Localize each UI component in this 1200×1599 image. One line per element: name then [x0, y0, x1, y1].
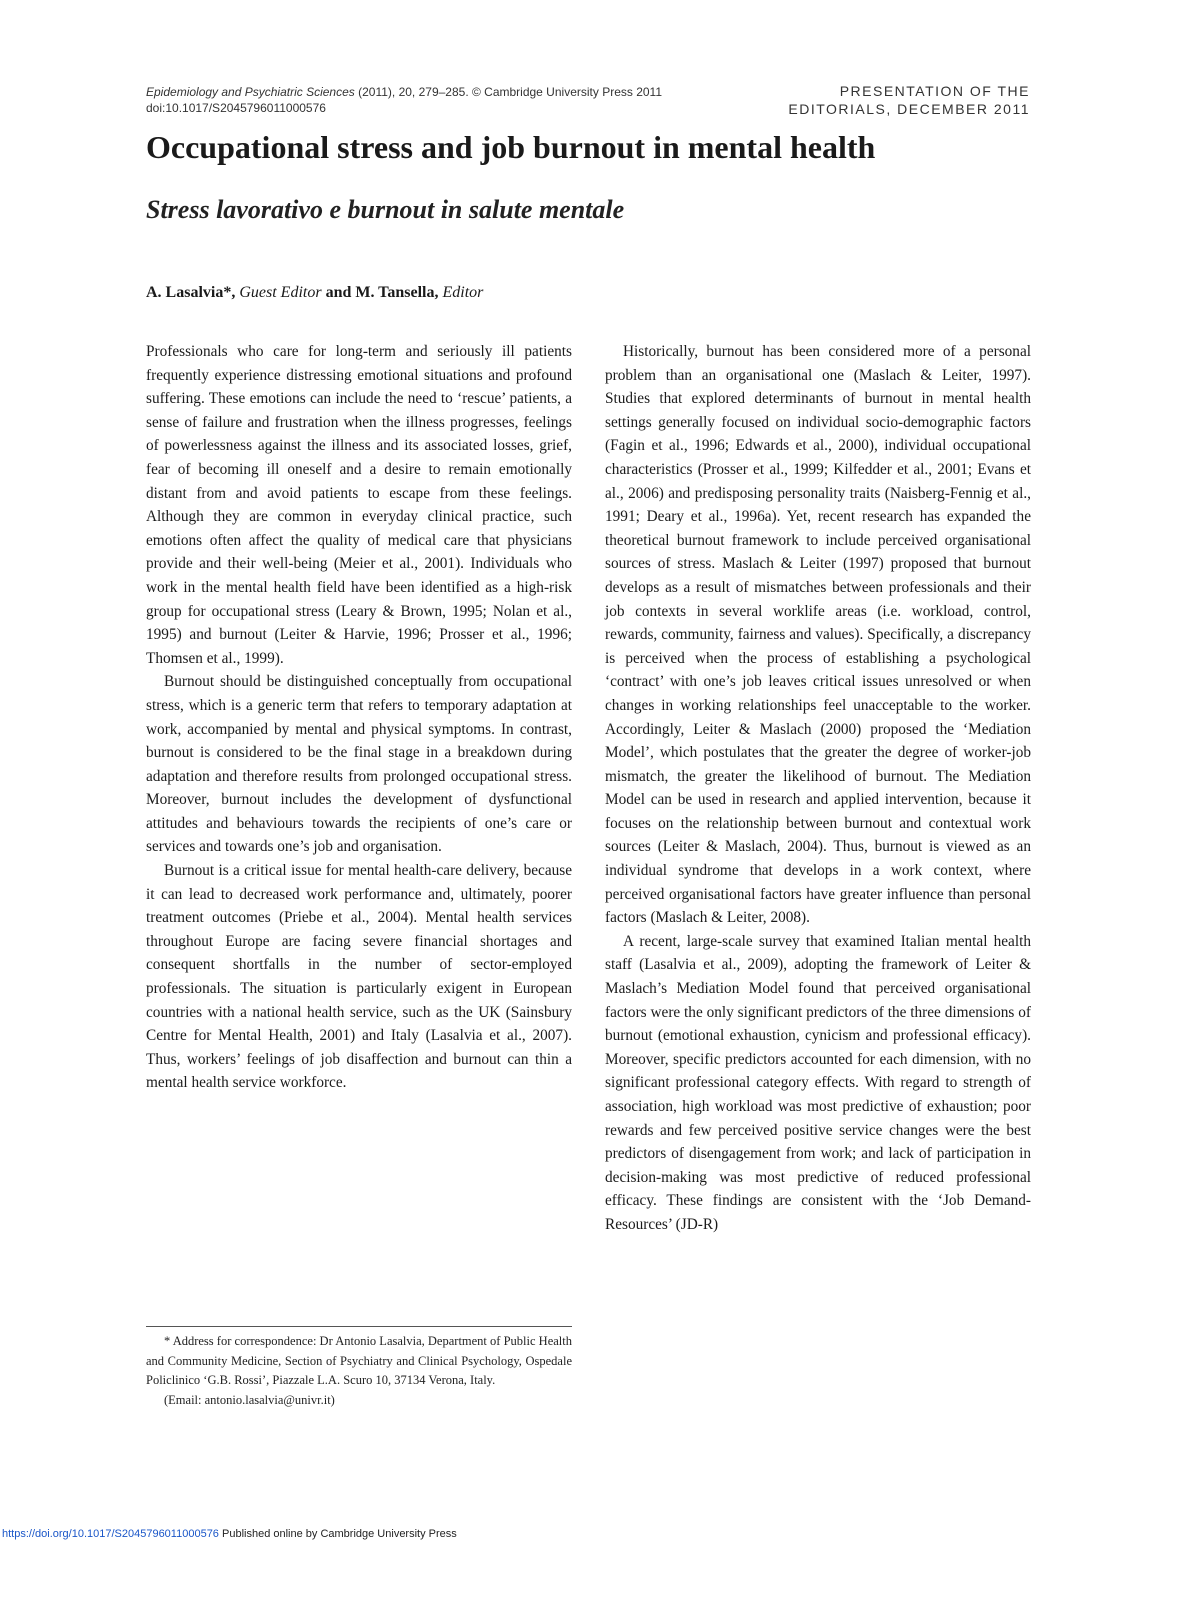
article-doi: doi:10.1017/S2045796011000576 — [146, 101, 326, 115]
article-title: Occupational stress and job burnout in mental health — [146, 129, 876, 165]
body-paragraph: Burnout is a critical issue for mental health-care delivery, because it can lead to decreased work performance and, ultimately, poorer treatment outcomes (Priebe et al., 2004). Mental health services throughout Europe are facing severe financial shortages and consequent shortfalls in the number of sector-employed professionals. The situation is particularly exigent in European countries with a national health service, such as the UK (Sainsbury Centre for Mental Health, 2001) and Italy (Lasalvia et al., 2007). Thus, workers’ feelings of job disaffection and burnout can thin a mental health service workforce. — [146, 862, 572, 1092]
author-1: A. Lasalvia*, — [146, 284, 236, 301]
left-column — [146, 340, 572, 1095]
section-label-line2: EDITORIALS, DECEMBER 2011 — [788, 101, 1030, 117]
right-column — [605, 340, 1031, 1237]
body-paragraph: Historically, burnout has been considered more of a personal problem than an organisational one (Maslach & Leiter, 1997). Studies that explored determinants of burnout in mental health settings generally focused on individual socio-demographic factors (Fagin et al., 1996; Edwards et al., 2000), individual occupational characteristics (Prosser et al., 1999; Kilfedder et al., 2001; Evans et al., 2006) and predisposing personality traits (Naisberg-Fennig et al., 1991; Deary et al., 1996a). Yet, recent research has expanded the theoretical burnout framework to include perceived organisational sources of stress. Maslach & Leiter (1997) proposed that burnout develops as a result of mismatches between professionals and their job contexts in several worklife areas (i.e. workload, control, rewards, community, fairness and values). Specifically, a discrepancy is perceived when the process of establishing a psychological ‘contract’ with one’s job leaves critical issues unresolved or when changes in working relationships feel unacceptable to the worker. Accordingly, Leiter & Maslach (2000) proposed the ‘Mediation Model’, which postulates that the greater the degree of worker-job mismatch, the greater the likelihood of burnout. The Mediation Model can be used in research and applied intervention, because it focuses on the relationship between burnout and contextual work sources (Leiter & Maslach, 2004). Thus, burnout is viewed as an individual syndrome that develops in a work context, where perceived organisational factors have greater influence than personal factors (Maslach & Leiter, 2008). — [605, 343, 1031, 927]
journal-name: Epidemiology and Psychiatric Sciences — [146, 85, 355, 99]
author-2-role: Editor — [442, 284, 484, 301]
footnote-address: * Address for correspondence: Dr Antonio Lasalvia, Department of Public Health and Community Medicine, Section of Psychiatry and Clinical Psychology, Ospedale Policlinico ‘G.B. Rossi’, Piazzale L.A. Scuro 10, 37134 Verona, Italy. — [146, 1334, 572, 1387]
footnote-divider — [146, 1326, 572, 1327]
journal-citation: (2011), 20, 279–285. © Cambridge University Press 2011 — [354, 85, 663, 99]
body-paragraph: Burnout should be distinguished conceptually from occupational stress, which is a generic term that refers to temporary adaptation at work, accompanied by mental and physical symptoms. In contrast, burnout is considered to be the final stage in a breakdown during adaptation and therefore results from prolonged occupational stress. Moreover, burnout includes the development of dysfunctional attitudes and behaviours towards the recipients of one’s care or services and towards one’s job and organisation. — [146, 673, 572, 856]
author-2: M. Tansella, — [355, 284, 439, 301]
published-online-text: Published online by Cambridge University Press — [218, 1528, 457, 1540]
author-conjunction: and — [325, 284, 352, 301]
doi-link[interactable]: https://doi.org/10.1017/S2045796011000576 — [2, 1528, 219, 1540]
section-label-line1: PRESENTATION OF THE — [839, 83, 1030, 99]
section-label — [788, 82, 1030, 118]
footnote — [146, 1332, 572, 1410]
article-subtitle: Stress lavorativo e burnout in salute mentale — [146, 195, 625, 224]
journal-citation-line — [146, 84, 746, 100]
author-line — [146, 282, 483, 304]
footnote-email: (Email: antonio.lasalvia@univr.it) — [164, 1392, 335, 1407]
author-1-role: Guest Editor — [239, 284, 322, 301]
publication-footer — [2, 1527, 457, 1541]
journal-reference — [146, 84, 746, 116]
body-paragraph: Professionals who care for long-term and seriously ill patients frequently experience distressing emotional situations and profound suffering. These emotions can include the need to ‘rescue’ patients, a sense of failure and frustration when the illness progresses, feelings of powerlessness against the illness and its associated losses, grief, fear of becoming ill oneself and a desire to remain emotionally distant from and avoid patients to escape from these feelings. Although they are common in everyday clinical practice, such emotions often affect the quality of medical care that physicians provide and their well-being (Meier et al., 2001). Individuals who work in the mental health field have been identified as a high-risk group for occupational stress (Leary & Brown, 1995; Nolan et al., 1995) and burnout (Leiter & Harvie, 1996; Prosser et al., 1996; Thomsen et al., 1999). — [146, 343, 572, 667]
body-paragraph: A recent, large-scale survey that examined Italian mental health staff (Lasalvia et al., 2009), adopting the framework of Leiter & Maslach’s Mediation Model found that perceived organisational factors were the only significant predictors of the three dimensions of burnout (emotional exhaustion, cynicism and professional efficacy). Moreover, specific predictors accounted for each dimension, with no significant professional category effects. With regard to strength of association, high workload was most predictive of exhaustion; poor rewards and few perceived positive service changes were the best predictors of disengagement from work; and lack of participation in decision-making was most predictive of reduced professional efficacy. These findings are consistent with the ‘Job Demand-Resources’ (JD-R) — [605, 932, 1031, 1233]
